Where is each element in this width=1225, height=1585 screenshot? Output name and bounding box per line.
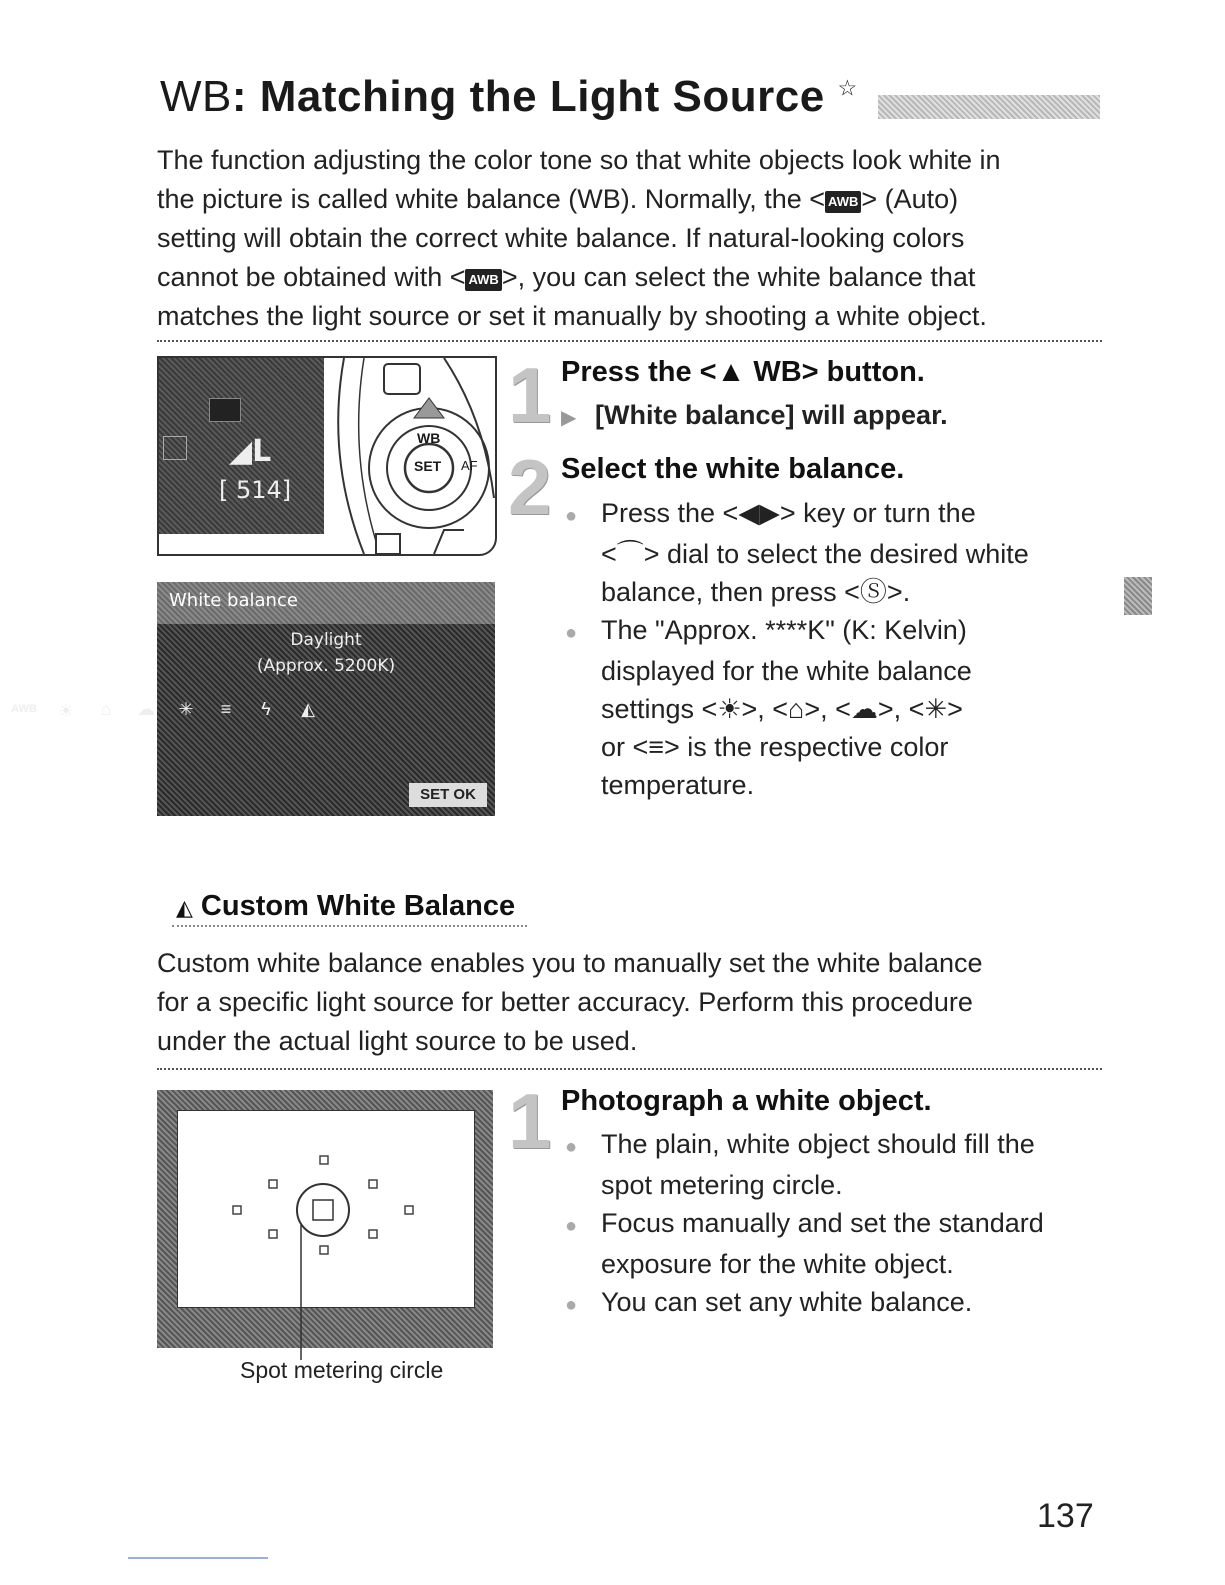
divider [157, 340, 1102, 342]
section-heading: ◭ Custom White Balance [172, 890, 527, 927]
intro-line: cannot be obtained with < AWB >, you can select the white balance that [157, 262, 976, 292]
bullet-icon: ● [565, 1294, 578, 1316]
camera-controls-svg [324, 358, 495, 554]
intro-line: the picture is called white balance (WB). Normally, the < AWB > (Auto) [157, 184, 959, 214]
shade-icon[interactable]: ⌂ [100, 699, 112, 719]
custom-paragraph: Custom white balance enables you to manually set the white balance for a specific light source for better accuracy. Perform this procedure under the actual light source to be used. [157, 948, 983, 1056]
flash-icon[interactable]: ϟ [261, 699, 271, 719]
cloudy-icon[interactable]: ☁ [137, 699, 155, 719]
wb-icon-row [6, 690, 334, 732]
bullet-icon: ● [565, 622, 578, 644]
intro-line: setting will obtain the correct white balance. If natural-looking colors [157, 223, 965, 253]
custom-wb-icon: ◭ [176, 895, 193, 920]
shots-remaining: [ 514] [219, 476, 292, 504]
set-button-label: SET [414, 458, 442, 474]
wb-button-label: WB [417, 430, 441, 446]
step-text: ● The plain, white object should fill the spot metering circle. ● Focus manually and set the standard exposure for the white object. ● You can set any white balance. [565, 1125, 1044, 1324]
bottom-rule [128, 1557, 268, 1559]
step-number: 1 [508, 1077, 552, 1165]
wb-prefix: WB [160, 72, 232, 121]
chapter-tab [1124, 577, 1152, 615]
intro-line: matches the light source or set it manually by shooting a white object. [157, 301, 987, 331]
af-points-svg [177, 1110, 473, 1370]
page-number: 137 [1037, 1497, 1094, 1535]
camera-lcd [159, 358, 324, 534]
title-text: : Matching the Light Source [231, 72, 825, 121]
step-number: 1 [508, 351, 552, 439]
step-text: ▶ [White balance] will appear. [561, 396, 948, 437]
mode-icon [163, 436, 187, 460]
af-button-label: AF [461, 458, 478, 473]
custom-wb-icon[interactable]: ◭ [301, 699, 315, 719]
bullet-icon: ● [565, 1215, 578, 1237]
awb-icon: AWB [825, 191, 861, 213]
selected-wb-temp: (Approx. 5200K) [256, 656, 396, 676]
bullet-icon: ● [565, 505, 578, 527]
step-heading: Photograph a white object. [561, 1085, 932, 1117]
viewfinder-caption: Spot metering circle [240, 1357, 444, 1383]
step-number: 2 [508, 443, 552, 531]
menu-heading: White balance [169, 590, 298, 611]
intro-line: The function adjusting the color tone so that white objects look white in [157, 145, 1001, 175]
fluorescent-icon[interactable]: ≡ [220, 699, 232, 719]
selected-wb-name: Daylight [290, 630, 362, 650]
step-text: ● Press the <◀▶> key or turn the <⌒> dial to select the desired white balance, then press <Ⓢ>. ● The "Approx. ****K" (K: Kelvin) displayed for the white balance settings <☀>, <⌂>, <☁>, <✳> or <≡> is the respective color temperature. [565, 498, 1029, 800]
awb-icon[interactable]: AWB [11, 703, 37, 715]
camera-back-illustration [157, 356, 497, 556]
quality-icon: ◢L [229, 434, 272, 469]
step-heading: Select the white balance. [561, 453, 905, 485]
intro-paragraph [157, 141, 1102, 336]
star-icon: ☆ [837, 75, 858, 101]
tungsten-icon[interactable]: ✳ [178, 699, 194, 719]
menu-header [157, 582, 495, 624]
bullet-icon: ● [565, 1136, 578, 1158]
arrow-icon: ▶ [561, 407, 577, 429]
divider [157, 1068, 1102, 1070]
daylight-icon[interactable]: ☀ [46, 690, 86, 732]
title-decor-bar [878, 95, 1100, 119]
step-heading: Press the <▲ WB> button. [561, 356, 925, 388]
awb-icon: AWB [465, 269, 501, 291]
set-ok-label: SET OK [409, 783, 487, 807]
drive-icon [209, 398, 241, 422]
page-title [160, 72, 858, 122]
